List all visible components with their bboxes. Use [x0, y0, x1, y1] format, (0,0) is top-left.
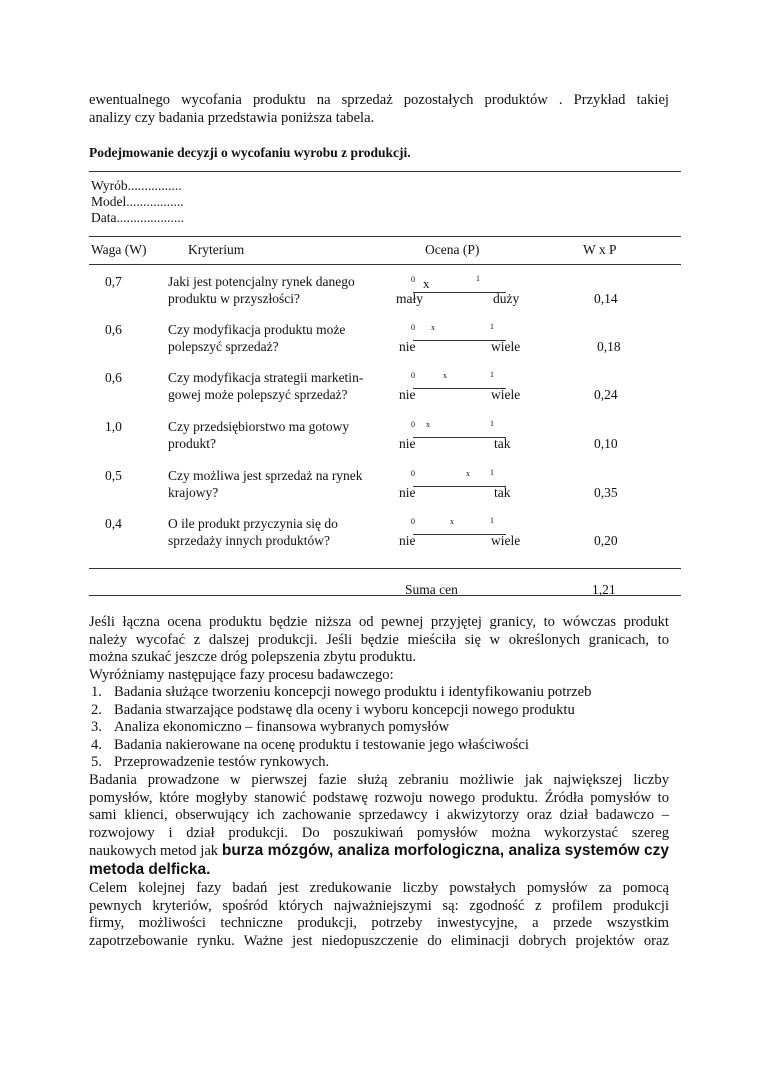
- scale-high-label: tak: [494, 485, 511, 500]
- divider: [89, 595, 681, 596]
- intro-line: ewentualnego wycofania produktu na sprzedaż pozostałych produktów . Przykład takiej: [89, 92, 669, 108]
- scale-max: 1: [490, 468, 494, 477]
- paragraph-line: [89, 842, 669, 860]
- paragraph-line: należy wycofać z dalszej produkcji. Jeśli będzie mieściła się w określonych granicach, to: [89, 631, 669, 648]
- paragraph-line: pewnych kryteriów, spośród których najważniejszymi są: zgodność z profilem produkcji: [89, 897, 669, 914]
- phase-number: 3.: [91, 719, 102, 735]
- score-marker: x: [423, 276, 430, 291]
- row-wxp: 0,18: [597, 339, 621, 354]
- row-wxp: 0,20: [594, 533, 618, 548]
- scale-min: 0: [411, 517, 415, 526]
- score-scale: [413, 437, 506, 438]
- row-criterion: Czy modyfikacja produktu może: [168, 322, 346, 337]
- row-criterion: Czy możliwa jest sprzedaż na rynek: [168, 468, 363, 483]
- field-model: Model.................: [91, 194, 184, 209]
- row-criterion: Czy przedsiębiorstwo ma gotowy: [168, 419, 350, 434]
- scale-high-label: tak: [494, 436, 511, 451]
- row-wxp: 0,14: [594, 291, 618, 306]
- scale-min: 0: [411, 371, 415, 380]
- intro-line: analizy czy badania przedstawia poniższa tabela.: [89, 110, 375, 126]
- row-weight: 0,6: [105, 322, 122, 337]
- text: naukowych metod jak: [89, 843, 222, 859]
- phase-item: Badania służące tworzeniu koncepcji nowego produktu i identyfikowaniu potrzeb: [114, 684, 592, 700]
- divider: [89, 236, 681, 237]
- row-criterion: krajowy?: [168, 485, 219, 500]
- score-marker: x: [443, 371, 447, 380]
- scale-max: 1: [476, 274, 480, 283]
- row-criterion: polepszyć sprzedaż?: [168, 339, 279, 354]
- row-criterion: gowej może polepszyć sprzedaż?: [168, 387, 348, 402]
- row-weight: 0,6: [105, 370, 122, 385]
- paragraph-line: Wyróżniamy następujące fazy procesu badawczego:: [89, 666, 394, 683]
- row-criterion: Czy modyfikacja strategii marketin-: [168, 370, 364, 385]
- row-weight: 0,7: [105, 274, 122, 289]
- field-date: Data....................: [91, 210, 184, 225]
- paragraph-line: Badania prowadzone w pierwszej fazie służą zebraniu możliwie jak największej liczby: [89, 772, 669, 788]
- header-criterion: Kryterium: [188, 242, 245, 257]
- bold-methods-cont: metoda delficka.: [89, 861, 211, 878]
- header-score: Ocena (P): [425, 242, 480, 257]
- phase-item: Przeprowadzenie testów rynkowych.: [114, 754, 330, 770]
- header-wxp: W x P: [583, 242, 617, 257]
- row-criterion: produktu w przyszłości?: [168, 291, 300, 306]
- divider: [89, 171, 681, 172]
- scale-low-label: nie: [399, 533, 416, 548]
- row-weight: 0,4: [105, 516, 122, 531]
- scale-low-label: nie: [399, 436, 416, 451]
- paragraph-line: pomysłów, które mogłyby stanowić podstawę rozwoju nowego produktu. Źródła pomysłów to: [89, 789, 669, 806]
- phase-number: 2.: [91, 701, 102, 718]
- phase-number: 5.: [91, 754, 102, 770]
- paragraph-line: zapotrzebowanie rynku. Ważne jest niedopuszczenie do eliminacji dobrych projektów oraz: [89, 932, 669, 949]
- score-marker: x: [431, 323, 435, 332]
- scale-max: 1: [490, 370, 494, 379]
- scale-low-label: nie: [399, 387, 416, 402]
- paragraph-line: firmy, możliwości techniczne produkcji, potrzeby inwestycyjne, a przede wszystkim: [89, 915, 669, 931]
- field-product: Wyrób................: [91, 178, 182, 193]
- table-title: Podejmowanie decyzji o wycofaniu wyrobu z produkcji.: [89, 145, 411, 160]
- scale-min: 0: [411, 469, 415, 478]
- row-criterion: O ile produkt przyczynia się do: [168, 516, 338, 531]
- paragraph-line: rozwojowy i dział produkcji. Do poszukiwań pomysłów można wykorzystać szereg: [89, 824, 669, 841]
- bold-methods: burza mózgów, analiza morfologiczna, analiza systemów czy: [221, 842, 670, 859]
- scale-high-label: wiele: [491, 339, 521, 354]
- row-weight: 1,0: [105, 419, 122, 434]
- divider: [89, 264, 681, 265]
- scale-high-label: wiele: [491, 387, 521, 402]
- score-scale: [413, 486, 506, 487]
- phase-number: 1.: [91, 684, 102, 700]
- scale-low-label: nie: [399, 485, 416, 500]
- scale-high-label: wiele: [491, 533, 521, 548]
- sum-value: 1,21: [592, 582, 616, 597]
- scale-max: 1: [490, 322, 494, 331]
- score-marker: x: [466, 469, 470, 478]
- score-marker: x: [450, 517, 454, 526]
- paragraph-line: Jeśli łączna ocena produktu będzie niższa od pewnej przyjętej granicy, to wówczas produkt: [89, 614, 669, 630]
- row-wxp: 0,35: [594, 485, 618, 500]
- paragraph-line: Celem kolejnej fazy badań jest zredukowanie liczby powstałych pomysłów za pomocą: [89, 880, 669, 896]
- phase-item: Badania nakierowane na ocenę produktu i testowanie jego właściwości: [114, 736, 529, 753]
- scale-low-label: nie: [399, 339, 416, 354]
- scale-max: 1: [490, 516, 494, 525]
- score-marker: x: [426, 420, 430, 429]
- row-criterion: Jaki jest potencjalny rynek danego: [168, 274, 355, 289]
- row-weight: 0,5: [105, 468, 122, 483]
- paragraph-line: można szukać jeszcze dróg polepszenia zbytu produktu.: [89, 649, 417, 665]
- scale-min: 0: [411, 275, 415, 284]
- phase-item: Badania stwarzające podstawę dla oceny i wyboru koncepcji nowego produktu: [114, 701, 575, 718]
- row-wxp: 0,10: [594, 436, 618, 451]
- paragraph-line: sami klienci, obserwujący ich zachowanie sprzedawcy i akwizytorzy oraz dział badawczo –: [89, 807, 669, 823]
- phase-item: Analiza ekonomiczno – finansowa wybranych pomysłów: [114, 719, 450, 735]
- scale-min: 0: [411, 323, 415, 332]
- divider: [89, 568, 681, 569]
- row-wxp: 0,24: [594, 387, 618, 402]
- phase-number: 4.: [91, 736, 102, 753]
- scale-max: 1: [490, 419, 494, 428]
- header-weight: Waga (W): [91, 242, 147, 257]
- scale-high-label: duży: [493, 291, 520, 306]
- scale-min: 0: [411, 420, 415, 429]
- row-criterion: sprzedaży innych produktów?: [168, 533, 330, 548]
- sum-label: Suma cen: [405, 582, 458, 597]
- row-criterion: produkt?: [168, 436, 216, 451]
- scale-low-label: mały: [396, 291, 423, 306]
